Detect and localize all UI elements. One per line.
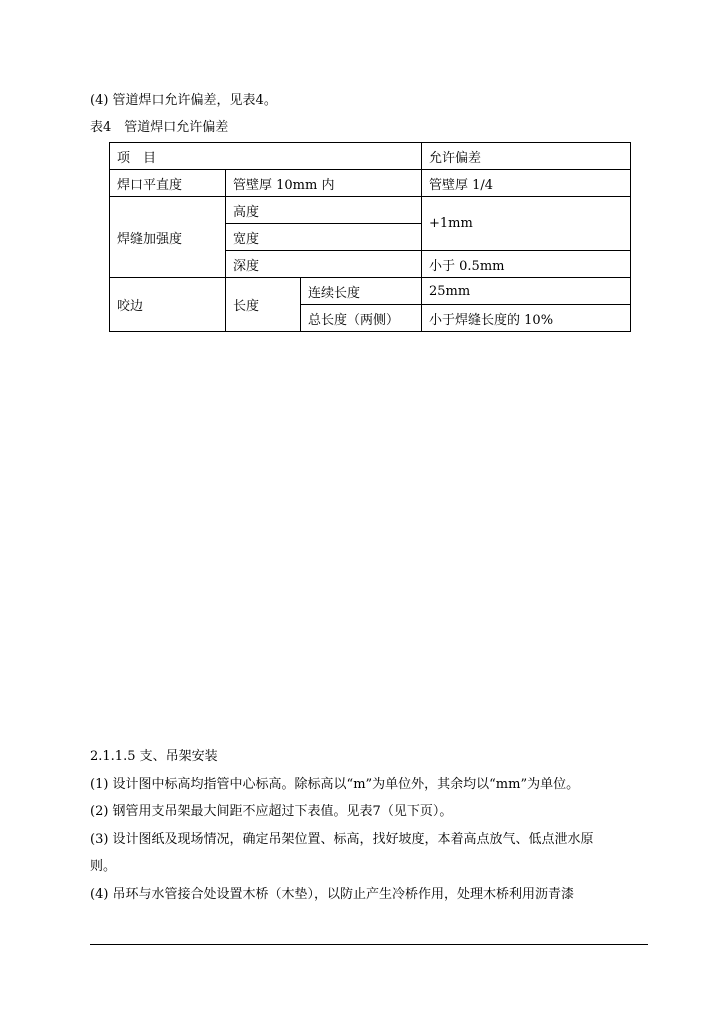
table-row — [110, 197, 631, 224]
paragraph-3-line-2: 则。 — [90, 859, 117, 874]
table-header-row — [110, 143, 631, 170]
intro-paragraph: (4) 管道焊口允许偏差，见表4。 — [90, 93, 277, 108]
depth-value: 小于 0.5mm — [422, 251, 631, 278]
height-width-value: +1mm — [422, 197, 631, 251]
table-row — [110, 170, 631, 197]
flatness-condition: 管壁厚 10mm 内 — [226, 170, 422, 197]
paragraph-1: (1) 设计图中标高均指管中心标高。除标高以“m”为单位外，其余均以“mm”为单位。 — [90, 777, 580, 792]
height-cell: 高度 — [226, 197, 422, 224]
width-cell: 宽度 — [226, 224, 422, 251]
continuous-value: 25mm — [422, 278, 631, 305]
total-length-cell: 总长度（两侧） — [301, 305, 422, 332]
flatness-label: 焊口平直度 — [110, 170, 226, 197]
total-value: 小于焊缝长度的 10% — [422, 305, 631, 332]
footer-rule — [90, 944, 648, 945]
weld-tolerance-table — [109, 142, 631, 332]
header-tolerance: 允许偏差 — [422, 143, 631, 170]
section-heading: 2.1.1.5 支、吊架安装 — [90, 749, 218, 764]
length-cell: 长度 — [226, 278, 301, 332]
undercut-label: 咬边 — [110, 278, 226, 332]
flatness-value: 管壁厚 1/4 — [422, 170, 631, 197]
paragraph-3-line-1: (3) 设计图纸及现场情况，确定吊架位置、标高，找好坡度，本着高点放气、低点泄水原 — [90, 832, 594, 847]
reinforcement-label: 焊缝加强度 — [110, 197, 226, 278]
depth-cell: 深度 — [226, 251, 422, 278]
header-item: 项 目 — [110, 143, 422, 170]
table-caption: 表4 管道焊口允许偏差 — [90, 120, 229, 135]
paragraph-2: (2) 钢管用支吊架最大间距不应超过下表值。见表7（见下页）。 — [90, 804, 453, 819]
table-row — [110, 278, 631, 305]
continuous-length-cell: 连续长度 — [301, 278, 422, 305]
paragraph-4: (4) 吊环与水管接合处设置木桥（木垫），以防止产生冷桥作用，处理木桥利用沥青漆 — [90, 887, 575, 902]
